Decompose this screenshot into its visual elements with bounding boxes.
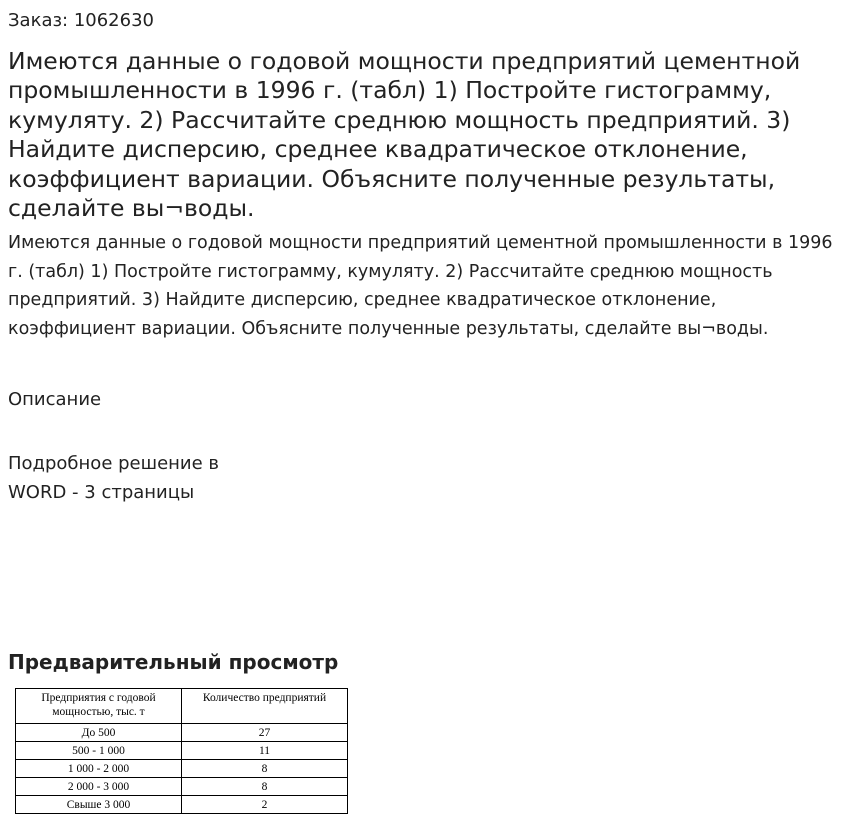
- table-cell-count: 8: [182, 760, 348, 778]
- table-cell-capacity: 2 000 - 3 000: [16, 778, 182, 796]
- table-header-row: [16, 689, 348, 724]
- table-row: [16, 796, 348, 814]
- table-cell-count: 11: [182, 742, 348, 760]
- table-cell-capacity: 500 - 1 000: [16, 742, 182, 760]
- table-row: [16, 742, 348, 760]
- solution-info: [8, 449, 248, 507]
- preview-table: [15, 688, 348, 814]
- solution-line-1: Подробное решение в: [8, 453, 220, 474]
- table-header-capacity-text: Предприятия с годовой мощностью, тыс. т: [41, 692, 156, 718]
- table-row: [16, 778, 348, 796]
- page-title: Имеются данные о годовой мощности предприятий цементной промышленности в 1996 г. (табл) 1) Постройте гистограмму, кумуляту. 2) Рассчитайте среднюю мощность предприятий. 3) Найдите дисперсию, среднее квадратическое отклонение, коэффициент вариации. Объясните полученные результаты, сделайте вы¬воды.: [8, 47, 801, 223]
- order-number: Заказ: 1062630: [8, 10, 154, 31]
- table-row: [16, 760, 348, 778]
- table-cell-count: 2: [182, 796, 348, 814]
- table-cell-capacity: 1 000 - 2 000: [16, 760, 182, 778]
- table-header-count: [182, 689, 348, 724]
- table-row: [16, 724, 348, 742]
- table-header-count-text: Количество предприятий: [202, 692, 327, 704]
- table-cell-capacity: Свыше 3 000: [16, 796, 182, 814]
- table-cell-capacity: До 500: [16, 724, 182, 742]
- table-cell-count: 27: [182, 724, 348, 742]
- preview-heading: Предварительный просмотр: [8, 650, 339, 674]
- solution-line-2: WORD - 3 страницы: [8, 482, 195, 503]
- description-label: Описание: [8, 389, 102, 410]
- table-cell-count: 8: [182, 778, 348, 796]
- table-header-capacity: [16, 689, 182, 724]
- task-description: Имеются данные о годовой мощности предприятий цементной промышленности в 1996 г. (табл) 1) Постройте гистограмму, кумуляту. 2) Рассчитайте среднюю мощность предприятий. 3) Найдите дисперсию, среднее квадратическое отклонение, коэффициент вариации. Объясните полученные результаты, сделайте вы¬воды.: [8, 233, 833, 340]
